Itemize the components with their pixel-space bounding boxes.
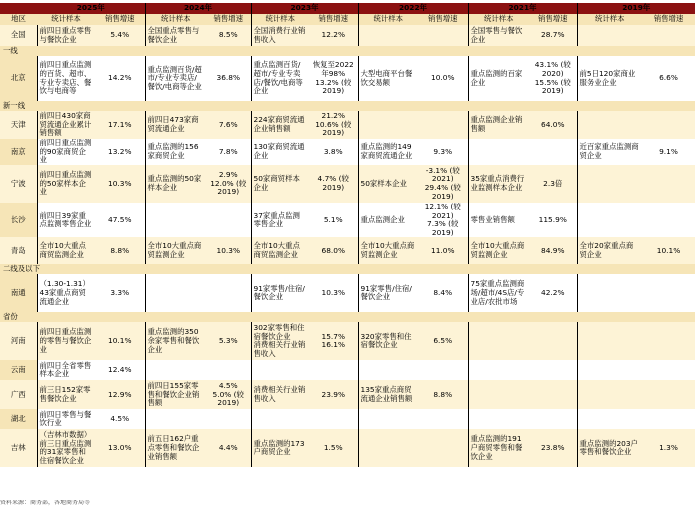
sample-scope-cell: 全市10大重点商贸监测企业 [145,237,206,264]
sample-scope-cell: 前四日重点监测的零售与餐饮企业 [37,322,95,360]
sample-scope-cell: 前四日零售与餐饮行业 [37,409,95,429]
growth-cell: 12.1% (较2021) 7.3% (较2019) [424,203,461,237]
growth-cell: 64.0% [529,111,577,139]
sample-scope-cell: 前四日430家商贸流通企业累计销售额 [37,111,95,139]
growth-cell: 4.5% 5.0% (较2019) [206,380,251,409]
sample-scope-cell [145,409,206,429]
region-name: 广西 [0,380,37,409]
growth-cell: 1.5% [309,429,358,467]
growth-cell: 12.2% [309,25,358,46]
region-row-beijing [0,56,695,101]
growth-cell: 11.0% [418,237,468,264]
sample-scope-cell: 35家重点消费行业监测样本企业 [468,165,529,203]
growth-cell: 恢复至2022年98% 13.2% (较2019) [312,60,354,96]
growth-cell: 13.0% [95,429,145,467]
sample-scope-cell [468,139,529,165]
region-name: 吉林 [0,429,37,467]
group-row [0,312,695,322]
sample-scope-cell: 重点监测的173户商贸企业 [251,429,309,467]
sample-scope-cell [577,380,642,409]
sample-scope-cell: 37家重点监测零售企业 [251,203,309,237]
sample-scope-cell: 130家商贸流通企业 [251,139,309,165]
growth-cell: 2.3倍 [529,165,577,203]
sample-scope-cell: 近百家重点监测商贸企业 [577,139,642,165]
year-header: 2019年 [577,3,695,14]
source-note: 资料来源：商务部，各地商务局等 [0,500,91,506]
region-header: 地区 [0,14,37,25]
growth-cell: 10.3% [206,237,251,264]
region-row-nantong [0,274,695,312]
growth-cell: 1.3% [642,429,695,467]
growth-cell [642,25,695,46]
sample-scope-cell [577,360,642,380]
growth-cell: 14.2% [108,73,132,83]
region-row-qingdao [0,237,695,264]
group-row [0,101,695,111]
growth-cell [206,274,251,312]
region-name: 河南 [0,322,37,360]
growth-cell [206,409,251,429]
region-name: 南通 [0,274,37,312]
sample-scope-cell [251,409,309,429]
sample-scope-cell: 前四日155家零售和餐饮企业销售额 [145,380,206,409]
growth-cell: 21.2% 10.6% (较2019) [309,111,358,139]
growth-cell: 10.0% [431,73,455,83]
sample-scope-cell [468,409,529,429]
scope-header: 统计样本 [358,14,418,25]
sample-scope-cell: 50家商贸样本企业 [251,165,309,203]
growth-cell: 23.8% [529,429,577,467]
sample-scope-cell: 重点监测的百家企业 [468,56,529,101]
region-name: 北京 [0,56,37,101]
sample-scope-cell: 大型电商平台餐饮交易额 [358,56,418,101]
growth-cell: -3.1% (较2021) 29.4% (较2019) [418,165,468,203]
growth-cell: 17.1% [95,111,145,139]
sample-scope-cell: 前四日39家重点监测零售企业 [37,203,95,237]
region-row-guangxi [0,380,695,409]
growth-cell [418,111,468,139]
growth-cell [529,322,577,360]
growth-cell: 3.8% [323,146,343,156]
column-header-row [0,14,695,25]
growth-cell: 10.1% [95,322,145,360]
sample-scope-cell: 全市10大重点商贸监测企业 [358,237,418,264]
growth-cell: 8.8% [418,380,468,409]
sample-scope-cell: 135家重点商贸流通企业销售额 [358,380,418,409]
group-label: 一线 [0,46,695,56]
sample-scope-cell [358,25,418,46]
growth-cell: 115.9% [538,214,567,224]
sample-scope-cell: 302家零售和住宿餐饮企业 消费相关行业销售收入 [251,322,309,360]
region-row-yunnan [0,360,695,380]
growth-cell [642,165,695,203]
growth-cell [642,409,695,429]
growth-cell: 9.1% [659,146,678,156]
sample-scope-cell: 50家样本企业 [358,165,418,203]
sample-scope-cell [145,274,206,312]
year-header: 2025年 [37,3,145,14]
growth-cell [206,203,251,237]
growth-cell: 10.1% [642,237,695,264]
growth-header: 销售增速 [206,14,251,25]
region-row-jilin [0,429,695,467]
region-row-quanguo [0,25,695,46]
sample-scope-cell: 全市10大重点商贸监测企业 [468,237,529,264]
sample-scope-cell [577,409,642,429]
scope-header: 统计样本 [37,14,95,25]
growth-cell: 12.9% [95,380,145,409]
growth-cell: 8.8% [95,237,145,264]
growth-header: 销售增速 [418,14,468,25]
region-row-ningbo [0,165,695,203]
growth-cell [309,409,358,429]
year-header: 2022年 [358,3,468,14]
growth-cell: 13.2% [108,146,132,156]
growth-cell [418,25,468,46]
region-row-tianjin [0,111,695,139]
year-header-row [0,3,695,14]
growth-cell: 10.3% [95,165,145,203]
sample-scope-cell: 全市20家重点商贸企业 [577,237,642,264]
sample-scope-cell [358,111,418,139]
sample-scope-cell: 全国重点零售与餐饮企业 [145,25,206,46]
sample-scope-cell: 重点监测百货/超市/专业专卖店/餐饮/电商等企业 [145,56,206,101]
growth-header: 销售增速 [95,14,145,25]
sample-scope-cell: 前四日473家商贸流通企业 [145,111,206,139]
sample-scope-cell [468,360,529,380]
sample-scope-cell: 重点监测的191户商贸零售和餐饮企业 [468,429,529,467]
region-row-hubei [0,409,695,429]
sample-scope-cell: 重点监测企业销售额 [468,111,529,139]
growth-cell: 8.5% [206,25,251,46]
growth-header: 销售增速 [642,14,695,25]
sample-scope-cell: 前四日重点监测的50家样本企业 [37,165,95,203]
growth-cell: 43.1% (较2020) 15.5% (较2019) [534,60,571,96]
region-name: 云南 [0,360,37,380]
sample-scope-cell: 前五日162户重点零售和餐饮企业销售额 [145,429,206,467]
sample-scope-cell: （1.30-1.31）43家重点商贸流通企业 [37,274,95,312]
growth-cell [642,380,695,409]
growth-cell [642,322,695,360]
growth-cell: 4.7% (较2019) [309,165,358,203]
growth-cell: 7.6% [206,111,251,139]
region-name: 天津 [0,111,37,139]
growth-cell [529,380,577,409]
growth-cell: 84.9% [529,237,577,264]
sample-scope-cell: 前三日152家零售餐饮企业 [37,380,95,409]
sample-scope-cell [145,203,206,237]
sample-scope-cell [577,111,642,139]
growth-cell [418,429,468,467]
growth-cell [206,360,251,380]
region-name: 青岛 [0,237,37,264]
sample-scope-cell [468,322,529,360]
group-row [0,264,695,274]
sample-scope-cell [577,203,642,237]
sample-scope-cell [358,360,418,380]
sample-scope-cell [468,380,529,409]
sample-scope-cell: 重点监测的149家商贸流通企业 [358,139,418,165]
sample-scope-cell: 消费相关行业销售收入 [251,380,309,409]
sample-scope-cell: 重点监测百货/超市/专业专卖店/餐饮/电商等企业 [251,56,309,101]
growth-header: 销售增速 [529,14,577,25]
sample-scope-cell: 全国消费行业销售收入 [251,25,309,46]
sample-scope-cell: 前四日重点零售与餐饮企业 [37,25,95,46]
year-header: 2024年 [145,3,251,14]
sample-scope-cell: 全市10大重点商贸监测企业 [251,237,309,264]
growth-cell [529,139,577,165]
growth-cell: 6.6% [659,73,678,83]
region-name: 宁波 [0,165,37,203]
growth-cell: 4.4% [206,429,251,467]
group-label: 二线及以下 [0,264,695,274]
sample-scope-cell [358,429,418,467]
growth-cell: 23.9% [309,380,358,409]
region-name: 长沙 [0,203,37,237]
growth-cell: 12.4% [108,365,132,375]
sample-scope-cell [577,274,642,312]
sample-scope-cell [577,25,642,46]
sample-scope-cell: 重点监测的156家商贸企业 [145,139,206,165]
sample-scope-cell: 重点监测的350余家零售和餐饮企业 [145,322,206,360]
growth-cell [418,360,468,380]
growth-cell [642,274,695,312]
growth-cell: 8.4% [433,288,453,298]
sample-scope-cell: 91家零售/住宿/餐饮企业 [251,274,309,312]
growth-cell: 3.3% [110,288,130,298]
sample-scope-cell: 224家商贸流通企业销售额 [251,111,309,139]
region-name: 全国 [0,25,37,46]
sample-scope-cell: 重点监测企业 [358,203,418,237]
sample-scope-cell: 重点监测的203户零售和餐饮企业 [577,429,642,467]
growth-cell: 5.4% [95,25,145,46]
growth-cell: 28.7% [529,25,577,46]
sample-scope-cell: 前四日重点监测的90家商贸企业 [37,139,95,165]
growth-cell: 10.3% [321,288,345,298]
sample-scope-cell: 零售业销售额 [468,203,529,237]
region-name: 湖北 [0,409,37,429]
group-label: 新一线 [0,101,695,111]
growth-cell [529,409,577,429]
sample-scope-cell [145,360,206,380]
growth-cell: 42.2% [541,288,565,298]
scope-header: 统计样本 [251,14,309,25]
growth-cell: 68.0% [309,237,358,264]
growth-cell: 9.3% [433,146,453,156]
year-header: 2023年 [251,3,358,14]
sample-scope-cell: （吉林市数据）前三日重点监测的31家零售和住宿餐饮企业 [37,429,95,467]
growth-cell [642,203,695,237]
growth-header: 销售增速 [309,14,358,25]
growth-cell: 7.8% [218,146,238,156]
region-row-nanjing [0,139,695,165]
sample-scope-cell: 91家零售/住宿/餐饮企业 [358,274,418,312]
region-row-changsha [0,203,695,237]
sample-scope-cell: 重点监测的50家样本企业 [145,165,206,203]
growth-cell [418,409,468,429]
growth-cell: 15.7% 16.1% [309,322,358,360]
sample-scope-cell: 全市10大重点商贸监测企业 [37,237,95,264]
scope-header: 统计样本 [468,14,529,25]
growth-cell [642,360,695,380]
group-row [0,46,695,56]
growth-cell: 36.8% [216,73,240,83]
sample-scope-cell: 320家零售和住宿餐饮企业 [358,322,418,360]
scope-header: 统计样本 [577,14,642,25]
sample-scope-cell: 全国零售与餐饮企业 [468,25,529,46]
sample-scope-cell [577,165,642,203]
growth-cell [642,111,695,139]
growth-cell [529,360,577,380]
sample-scope-cell: 前四日全省零售样本企业 [37,360,95,380]
growth-cell: 4.5% [110,414,130,424]
group-label: 省份 [0,312,695,322]
spring-festival-sales-table [0,3,695,467]
growth-cell [309,360,358,380]
sample-scope-cell: 前四日重点监测的百货、超市、专业专卖店、餐饮与电商等 [37,56,95,101]
year-header: 2021年 [468,3,577,14]
sample-scope-cell: 前5日120家商业服务业企业 [577,56,642,101]
growth-cell: 5.3% [206,322,251,360]
region-name: 南京 [0,139,37,165]
growth-cell: 6.5% [418,322,468,360]
scope-header: 统计样本 [145,14,206,25]
region-row-henan [0,322,695,360]
growth-cell: 2.9% 12.0% (较2019) [206,165,251,203]
sample-scope-cell [251,360,309,380]
growth-cell: 47.5% [108,214,132,224]
sample-scope-cell [358,409,418,429]
growth-cell: 5.1% [323,214,343,224]
sample-scope-cell [577,322,642,360]
sample-scope-cell: 75家重点监测商场/超市/4S店/专业店/农批市场 [468,274,529,312]
